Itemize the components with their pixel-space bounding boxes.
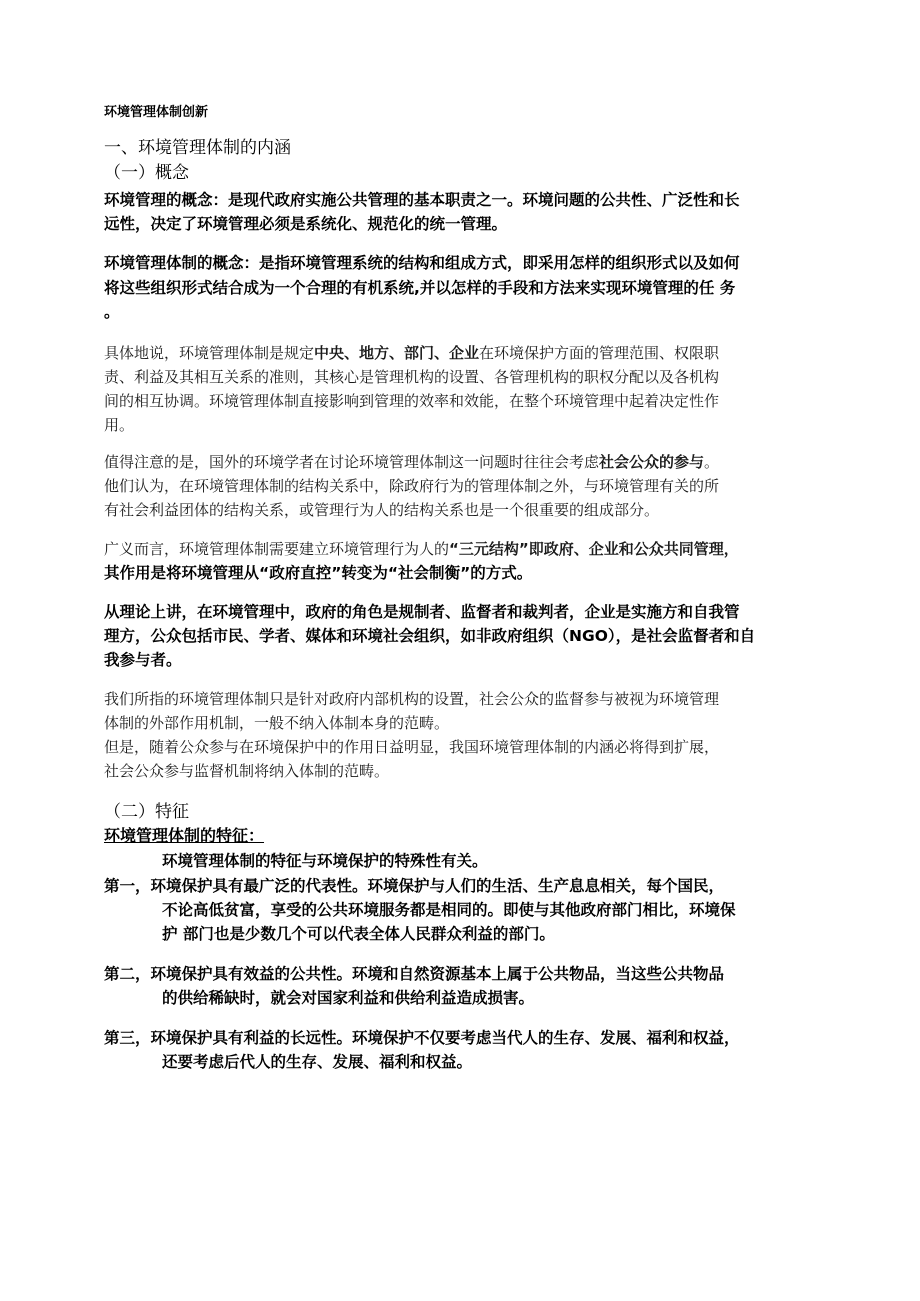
paragraph-line: 体制的外部作用机制，一般不纳入体制本身的范畴。 (104, 714, 450, 732)
paragraph-line (104, 346, 719, 361)
paragraph-line: 但是，随着公众参与在环境保护中的作用日益明显，我国环境管理体制的内涵必将得到扩展， (104, 738, 720, 756)
paragraph-line: 其作用是将环境管理从“政府直控”转变为“社会制衡”的方式。 (104, 564, 533, 582)
text-run: 在环境保护方面的管理范围、权限职 (479, 344, 720, 362)
feature-item-1: 第一，环境保护具有最广泛的代表性。环境保护与人们的生活、生产息息相关，每个国民， (104, 877, 725, 895)
feature-item-3: 第三，环境保护具有利益的长远性。环境保护不仅要考虑当代人的生存、发展、福利和权益， (104, 1029, 740, 1047)
subsection-heading-concept: （一）概念 (104, 163, 189, 183)
text-run-bold: “三元结构”即政府、企业和公众共同管理， (449, 540, 739, 558)
feature-item-2: 第二，环境保护具有效益的公共性。环境和自然资源基本上属于公共物品，当这些公共物品 (104, 965, 725, 983)
paragraph-line (104, 542, 739, 557)
paragraph-line: 他们认为，在环境管理体制的结构关系中，除政府行为的管理体制之外，与环境管理有关的所 (104, 477, 720, 495)
feature-item-3-cont: 还要考虑后代人的生存、发展、福利和权益。 (162, 1053, 473, 1071)
paragraph-line: 理方，公众包括市民、学者、媒体和环境社会组织，如非政府组织（NGO），是社会监督者和自 (104, 627, 756, 645)
text-run: 。 (704, 453, 720, 471)
paragraph-line (104, 455, 719, 470)
paragraph-line: 。 (104, 303, 120, 321)
paragraph-line: 社会公众参与监督机制将纳入体制的范畴。 (104, 762, 390, 780)
feature-item-1-cont: 护 部门也是少数几个可以代表全体人民群众利益的部门。 (162, 925, 555, 943)
paragraph-line: 环境管理的概念：是现代政府实施公共管理的基本职责之一。环境问题的公共性、广泛性和长 (104, 191, 740, 209)
paragraph-line: 有社会利益团体的结构关系，或管理行为人的结构关系也是一个很重要的组成部分。 (104, 501, 660, 519)
paragraph-line: 远性，决定了环境管理必须是系统化、规范化的统一管理。 (104, 215, 508, 233)
text-run-bold: 社会公众的参与 (599, 453, 705, 471)
feature-item-2-cont: 的供给稀缺时，就会对国家利益和供给利益造成损害。 (162, 989, 535, 1007)
feature-item-1-cont: 不论高低贫富，享受的公共环境服务都是相同的。即使与其他政府部门相比，环境保 (162, 901, 736, 919)
paragraph-line: 我参与者。 (104, 651, 182, 669)
paragraph-line: 用。 (104, 416, 135, 434)
paragraph-line: 我们所指的环境管理体制只是针对政府内部机构的设置，社会公众的监督参与被视为环境管理 (104, 690, 720, 708)
subsection-heading-features: （二）特征 (104, 802, 189, 822)
paragraph-line: 将这些组织形式结合成为一个合理的有机系统,并以怎样的手段和方法来实现环境管理的任 务 (104, 279, 736, 297)
paragraph-line: 责、利益及其相互关系的准则，其核心是管理机构的设置、各管理机构的职权分配以及各机构 (104, 368, 720, 386)
text-run-bold: 中央、地方、部门、企业 (314, 344, 480, 362)
features-heading: 环境管理体制的特征： (104, 826, 265, 845)
text-run: 广义而言，环境管理体制需要建立环境管理行为人的 (104, 540, 450, 558)
paragraph-line: 环境管理体制的概念：是指环境管理系统的结构和组成方式，即采用怎样的组织形式以及如何 (104, 254, 740, 272)
text-run: 值得注意的是，国外的环境学者在讨论环境管理体制这一问题时往往会考虑 (104, 453, 600, 471)
paragraph-line: 间的相互协调。环境管理体制直接影响到管理的效率和效能，在整个环境管理中起着决定性作 (104, 392, 720, 410)
section-heading-1: 一、环境管理体制的内涵 (104, 138, 291, 158)
paragraph-line: 从理论上讲，在环境管理中，政府的角色是规制者、监督者和裁判者，企业是实施方和自我管 (104, 603, 740, 621)
text-run: 具体地说，环境管理体制是规定 (104, 344, 315, 362)
features-intro: 环境管理体制的特征与环境保护的特殊性有关。 (162, 852, 488, 870)
document-title: 环境管理体制创新 (104, 105, 209, 120)
